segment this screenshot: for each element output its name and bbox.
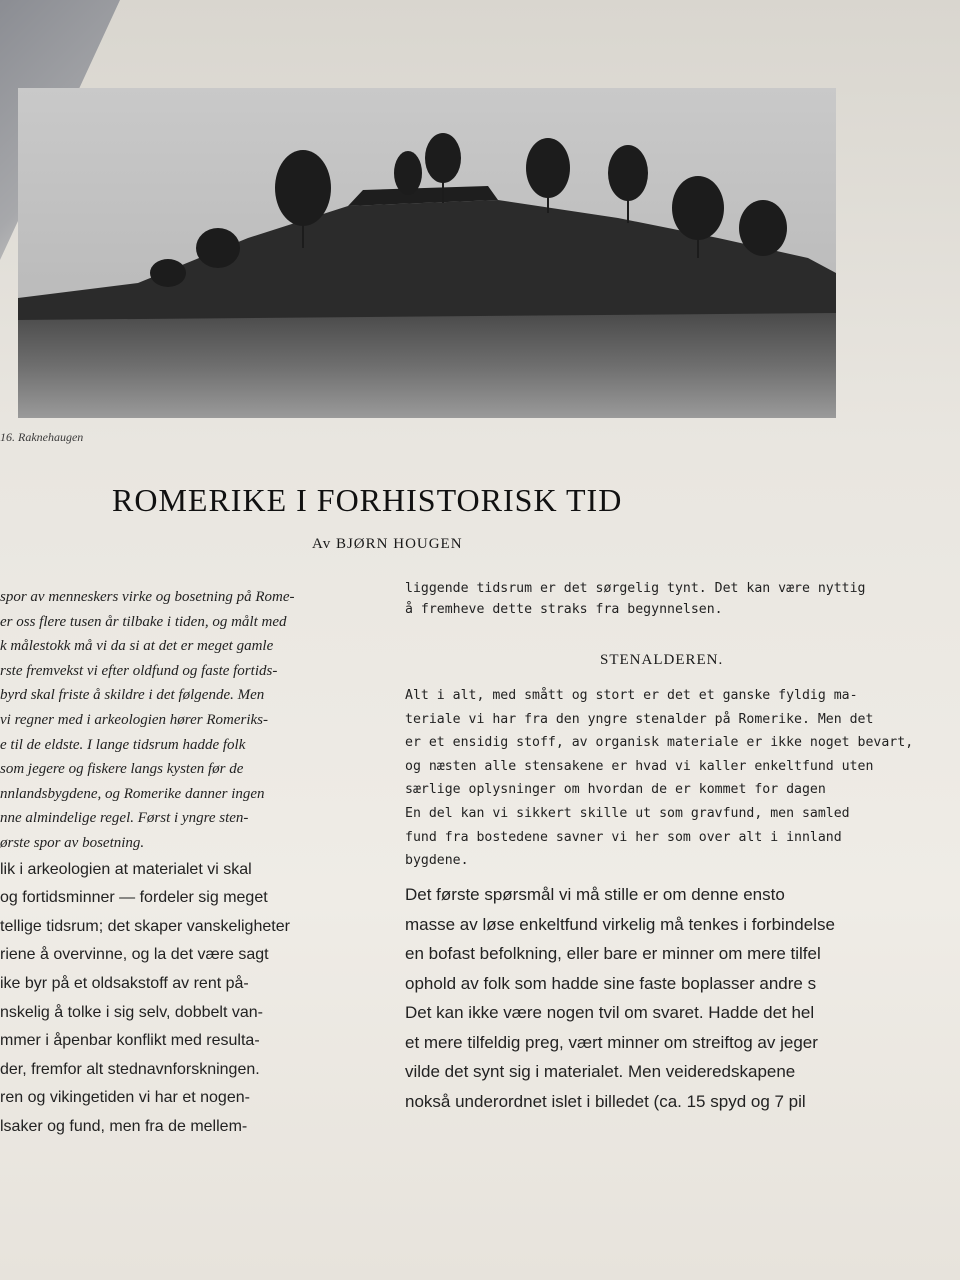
text-line: k målestokk må vi da si at det er meget gamle <box>0 638 274 655</box>
text-line: liggende tidsrum er det sørgelig tynt. Det kan være nyttig <box>405 581 866 596</box>
text-line: riene å overvinne, og la det være sagt <box>0 946 269 964</box>
text-line: fund fra bostedene savner vi her som over alt i innland <box>405 829 842 845</box>
text-line: Det første spørsmål vi må stille er om denne ensto <box>405 885 785 904</box>
raknehaugen-photograph <box>18 88 836 418</box>
burial-mound-image <box>18 88 836 418</box>
text-line: spor av menneskers virke og bosetning på Rome- <box>0 589 295 605</box>
article-author: Av BJØRN HOUGEN <box>312 536 463 552</box>
text-line: er et ensidig stoff, av organisk materiale er ikke noget bevart, <box>405 735 914 751</box>
article-title: ROMERIKE I FORHISTORISK TID <box>112 482 623 518</box>
text-line: ike byr på et oldsakstoff av rent på- <box>0 974 249 992</box>
section-heading: STENALDEREN. <box>600 652 724 668</box>
text-line: å fremheve dette straks fra begynnelsen. <box>405 602 723 617</box>
right-column-paragraph-1 <box>405 684 960 873</box>
text-line: nnlandsbygdene, og Romerike danner ingen <box>0 785 265 802</box>
text-line: mmer i åpenbar konflikt med resulta- <box>0 1032 260 1050</box>
text-line: teriale vi har fra den yngre stenalder på Romerike. Men det <box>405 711 874 727</box>
text-line: et mere tilfeldig preg, vært minner om streiftog av jeger <box>405 1032 818 1052</box>
text-line: som jegere og fiskere langs kysten før de <box>0 761 244 778</box>
text-line: Det kan ikke være nogen tvil om svaret. Hadde det hel <box>405 1003 815 1022</box>
text-line: lik i arkeologien at materialet vi skal <box>0 860 252 878</box>
left-column-text <box>0 585 395 1141</box>
text-line: bygdene. <box>405 853 469 869</box>
photo-caption: 16. Raknehaugen <box>0 430 84 444</box>
right-column-intro <box>405 578 960 620</box>
text-line: en bofast befolkning, eller bare er minner om mere tilfel <box>405 944 821 963</box>
text-line: er oss flere tusen år tilbake i tiden, og målt med <box>0 613 287 630</box>
text-line: særlige oplysninger om hvordan de er kommet for dagen <box>405 782 826 798</box>
text-line: nokså underordnet islet i billedet (ca. 15 spyd og 7 pil <box>405 1091 806 1111</box>
text-line: rste fremvekst vi efter oldfund og faste fortids- <box>0 662 278 679</box>
text-line: vi regner med i arkeologien hører Romeriks- <box>0 711 268 728</box>
text-line: masse av løse enkeltfund virkelig må tenkes i forbindelse <box>405 914 835 934</box>
text-line: Alt i alt, med smått og stort er det et ganske fyldig ma- <box>405 688 858 703</box>
text-line: byrd skal friste å skildre i det følgende. Men <box>0 687 265 704</box>
text-line: tellige tidsrum; det skaper vanskeligheter <box>0 917 290 935</box>
text-line: nskelig å tolke i sig selv, dobbelt van- <box>0 1003 263 1021</box>
text-line: nne almindelige regel. Først i yngre sten- <box>0 810 249 827</box>
text-line: vilde det synt sig i materialet. Men veideredskapene <box>405 1062 796 1081</box>
text-line: lsaker og fund, men fra de mellem- <box>0 1117 248 1135</box>
text-line: og fortidsminner — fordeler sig meget <box>0 889 268 907</box>
text-line: En del kan vi sikkert skille ut som gravfund, men samled <box>405 805 850 821</box>
text-line: og næsten alle stensakene er hvad vi kaller enkeltfund uten <box>405 758 874 774</box>
text-line: ren og vikingetiden vi har et nogen- <box>0 1089 250 1107</box>
right-column-paragraph-2 <box>405 880 960 1116</box>
text-line: ophold av folk som hadde sine faste boplasser andre s <box>405 973 817 993</box>
text-line: ørste spor av bosetning. <box>0 834 145 851</box>
text-line: der, fremfor alt stednavnforskningen. <box>0 1060 260 1078</box>
text-line: e til de eldste. I lange tidsrum hadde folk <box>0 736 246 753</box>
